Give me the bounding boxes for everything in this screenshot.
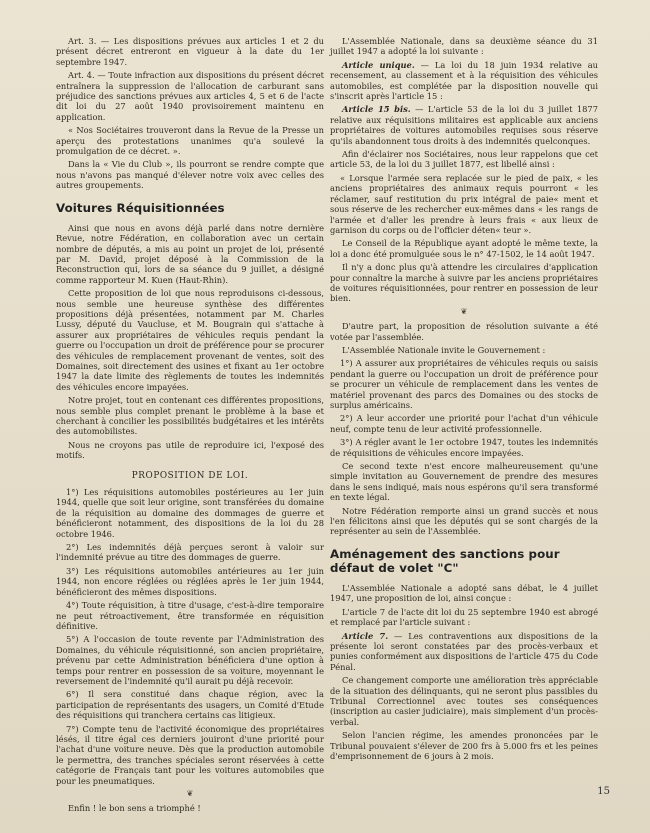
body-paragraph: Le Conseil de la République ayant adopté le même texte, la loi a donc été promulguée sous le n° 47-1502, le 14 août 1947. — [330, 238, 598, 259]
bill-subheading: PROPOSITION DE LOI. — [131, 470, 249, 481]
page-number: 15 — [597, 786, 610, 797]
body-paragraph: L'Assemblée Nationale invite le Gouvernement : — [342, 344, 546, 355]
body-paragraph: Nous ne croyons pas utile de reproduire ici, l'exposé des motifs. — [56, 439, 324, 461]
resolution-item-2: 2°) A leur accorder une priorité pour l'achat d'un véhicule neuf, compte tenu de leur activité professionnelle. — [330, 413, 598, 434]
article-label: Article 15 bis. — [342, 104, 411, 115]
ornament-divider: ❦ — [186, 789, 194, 798]
bill-item-1: 1°) Les réquisitions automobiles postérieures au 1er juin 1944, quelle que soit leur origine, sont transférées du domaine de la réquisition au domaine des dommages de guerre et bénéficieront notamment, des dispositions de la loi du 28 octobre 1946. — [56, 487, 324, 539]
body-paragraph: Cette proposition de loi que nous reproduisons ci-dessous, nous semble une heureuse synthèse des différentes propositions déjà présentées, notamment par M. Charles Lussy, député du Vaucluse, et M. Bougrain qui s'attache à assurer aux propriétaires de véhicules requis pendant la guerre ou l'occupation un droit de préférence pour se procurer des véhicules de remplacement provenant de ventes, soit des Domaines, soit directement des usines et fixant au 1er octobre 1947 la date limite des règlements de toutes les indemnités des véhicules encore impayées. — [56, 288, 324, 392]
bill-item-3: 3°) Les réquisitions automobiles antérieures au 1er juin 1944, non encore réglées ou réglées après le 1er juin 1944, bénéficieront des mêmes dispositions. — [56, 565, 324, 597]
ornament-divider: ❦ — [460, 306, 468, 316]
article-unique-paragraph — [330, 60, 598, 102]
section-heading-requisitioned-cars: Voitures Réquisitionnées — [56, 200, 225, 215]
body-paragraph: L'article 7 de l'acte dit loi du 25 septembre 1940 est abrogé et remplacé par l'article suivant : — [330, 606, 598, 628]
article-7-paragraph — [330, 631, 598, 673]
body-paragraph: Il n'y a donc plus qu'à attendre les circulaires d'application pour connaître la marche à suivre par les anciens propriétaires de voitures réquisitionnées, pour rentrer en possession de leur bien. — [330, 262, 598, 304]
club-life-paragraph: Dans la « Vie du Club », ils pourront se rendre compte que nous n'avons pas manqué d'élever notre voix avec celles des autres groupements. — [56, 159, 324, 191]
article-text: — La loi du 18 juin 1934 relative au recensement, au classement et à la réquisition des véhicules automobiles, est complétée par la disposition nouvelle qui s'inscrit après l'article 15 : — [330, 59, 598, 102]
body-paragraph: Notre Fédération remporte ainsi un grand succès et nous l'en félicitons ainsi que les députés qui se sont chargés de la représenter au sein de l'Assemblée. — [330, 505, 598, 537]
body-paragraph: L'Assemblée Nationale a adopté sans débat, le 4 juillet 1947, une proposition de loi, ainsi conçue : — [330, 582, 598, 604]
body-paragraph: Notre projet, tout en contenant ces différentes propositions, nous semble plus complet prenant le problème à la base et cherchant à concilier les possibilités budgétaires et les intérêts des automobilistes. — [56, 395, 324, 437]
section-heading-sanctions: Aménagement des sanctions pour défaut de volet "C" — [330, 546, 560, 575]
body-paragraph: Afin d'éclairer nos Sociétaires, nous leur rappelons que cet article 53, de la loi du 3 juillet 1877, est libellé ainsi : — [330, 149, 598, 170]
press-review-paragraph: « Nos Sociétaires trouveront dans la Revue de la Presse un aperçu des protestations unanimes qu'a soulevé la promulgation de ce décret. ». — [56, 125, 324, 157]
closing-line: Enfin ! le bon sens a triomphé ! — [68, 803, 201, 814]
quoted-law-text: « Lorsque l'armée sera replacée sur le pied de paix, « les anciens propriétaires des animaux requis pourront « les réclamer, sauf restitution du prix intégral de paie« ment et sous réserve de les rechercher eux-mêmes dans « les rangs de l'armée et d'aller les prendre à leurs frais « aux lieux de garnison du corps ou de l'officier déten« teur ». — [330, 172, 598, 235]
bill-item-6: 6°) Il sera constitué dans chaque région, avec la participation de représentants des usagers, un Comité d'Etude des réquisitions qui tranchera certains cas litigieux. — [56, 689, 324, 721]
body-paragraph: Ce second texte n'est encore malheureusement qu'une simple invitation au Gouvernement de prendre des mesures dans le sens indiqué, mais nous espérons qu'il sera transformé en texte légal. — [330, 461, 598, 503]
body-paragraph: Ainsi que nous en avons déjà parlé dans notre dernière Revue, notre Fédération, en collaboration avec un certain nombre de députés, a mis au point un projet de loi, présenté par M. David, projet déposé à la Commission de la Reconstruction qui, lors de sa séance du 9 juillet, a désigné comme rapporteur M. Kuen (Haut-Rhin). — [56, 222, 324, 285]
body-paragraph: D'autre part, la proposition de résolution suivante a été votée par l'assemblée. — [330, 321, 598, 342]
body-paragraph: Ce changement comporte une amélioration très appréciable de la situation des délinquants, qui ne seront plus passibles du Tribunal Correctionnel avec toutes ses conséquences (inscription au casier judiciaire), mais simplement d'un procès-verbal. — [330, 675, 598, 727]
article-3-paragraph: Art. 3. — Les dispositions prévues aux articles 1 et 2 du présent décret entreront en vigueur à la date du 1er septembre 1947. — [56, 36, 324, 67]
article-label: Article unique. — [342, 59, 415, 70]
bill-item-2: 2°) Les indemnités déjà perçues seront à valoir sur l'indemnité prévue au titre des dommages de guerre. — [56, 542, 324, 563]
body-paragraph: Selon l'ancien régime, les amendes prononcées par le Tribunal pouvaient s'élever de 200 frs à 5.000 frs et les peines d'emprisonnement de 6 jours à 2 mois. — [330, 730, 598, 761]
article-text: — L'article 53 de la loi du 3 juillet 1877 relative aux réquisitions militaires est applicable aux anciens propriétaires de voitures automobiles requises sous réserve qu'ils abandonnent tous droits à des indemnités quelconques. — [330, 104, 598, 146]
bill-item-4: 4°) Toute réquisition, à titre d'usage, c'est-à-dire temporaire ne peut rétroactivement, être transformée en réquisition définitive. — [56, 600, 324, 631]
body-paragraph: L'Assemblée Nationale, dans sa deuxième séance du 31 juillet 1947 a adopté la loi suivante : — [330, 36, 598, 57]
bill-item-7: 7°) Compte tenu de l'activité économique des propriétaires lésés, il titre égal ces derniers jouiront d'une priorité pour l'achat d'une voiture neuve. Dès que la production automobile le permettra, des tranches spéciales seront réservées à cette catégorie de Français tant pour les voitures automobiles que pour les pneumatiques. — [56, 723, 324, 786]
article-4-paragraph: Art. 4. — Toute infraction aux dispositions du présent décret entraînera la suppression de l'allocation de carburant sans préjudice des sanctions prévues aux articles 4, 5 et 6 de l'acte dit loi du 27 août 1940 provisoirement maintenu en application. — [56, 70, 324, 122]
article-text: — Les contraventions aux dispositions de la présente loi seront constatées par des procès-verbaux et punies conformément aux dispositions de l'article 475 du Code Pénal. — [330, 630, 599, 672]
article-15-bis-paragraph — [330, 104, 598, 146]
resolution-item-1: 1°) A assurer aux propriétaires de véhicules requis ou saisis pendant la guerre ou l'occupation un droit de préférence pour se procurer un véhicule de remplacement dans les ventes de matériel provenant des parcs des Domaines ou des stocks de surplus américains. — [330, 358, 598, 410]
bill-item-5: 5°) A l'occasion de toute revente par l'Administration des Domaines, du véhicule réquisitionné, son ancien propriétaire, prévenu par cette Administration bénéficiera d'une option à temps pour rentrer en possession de sa voiture, moyennant le reversement de l'indemnité qu'il aurait pu déjà recevoir. — [56, 634, 324, 686]
right-column — [330, 36, 598, 764]
resolution-item-3: 3°) A régler avant le 1er octobre 1947, toutes les indemnités de réquisitions de véhicules encore impayées. — [330, 437, 598, 458]
left-column — [56, 36, 324, 817]
article-label: Article 7. — [342, 630, 389, 641]
